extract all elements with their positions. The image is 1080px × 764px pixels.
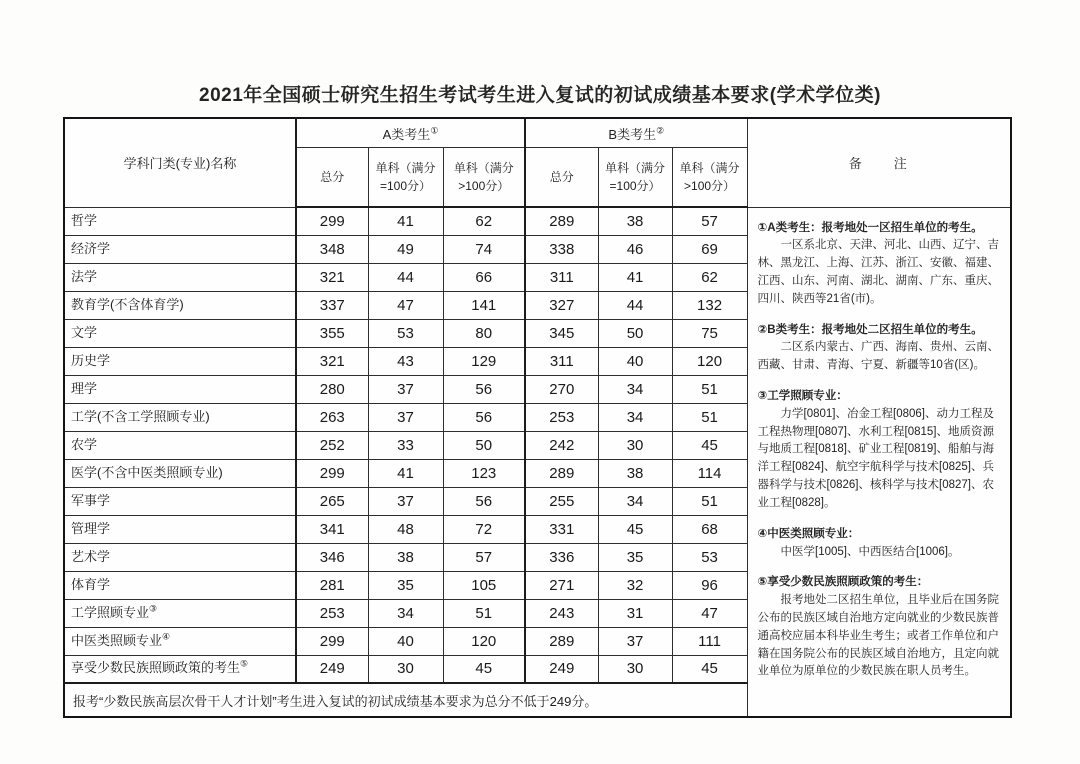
score-b-single100: 34	[598, 375, 672, 403]
score-b-single100: 38	[598, 459, 672, 487]
score-b-total: 289	[525, 627, 598, 655]
score-a-single-over100: 51	[443, 599, 525, 627]
column-header-b-single100: 单科（满分=100分）	[598, 148, 672, 208]
score-b-single100: 41	[598, 263, 672, 291]
score-a-single100: 37	[368, 375, 443, 403]
footer-note: 报考“少数民族高层次骨干人才计划”考生进入复试的初试成绩基本要求为总分不低于249分。	[64, 683, 747, 717]
column-header-a-total: 总分	[296, 148, 368, 208]
score-a-single100: 33	[368, 431, 443, 459]
subject-name: 医学(不含中医类照顾专业)	[71, 464, 223, 480]
score-b-total: 270	[525, 375, 598, 403]
subject-name: 经济学	[71, 240, 111, 256]
score-a-total: 348	[296, 235, 368, 263]
score-a-single100: 35	[368, 571, 443, 599]
score-b-total: 336	[525, 543, 598, 571]
score-a-total: 321	[296, 263, 368, 291]
score-a-total: 346	[296, 543, 368, 571]
subject-name-cell	[64, 487, 296, 515]
score-b-single-over100: 75	[672, 319, 747, 347]
score-a-single-over100: 56	[443, 487, 525, 515]
remark-block	[758, 574, 1002, 681]
score-b-total: 311	[525, 263, 598, 291]
subject-name-cell	[64, 571, 296, 599]
score-b-total: 271	[525, 571, 598, 599]
score-a-total: 265	[296, 487, 368, 515]
remark-block	[758, 526, 1002, 562]
column-header-a-single-over100: 单科（满分>100分）	[443, 148, 525, 208]
column-group-a	[296, 118, 525, 148]
score-a-single100: 53	[368, 319, 443, 347]
score-a-total: 341	[296, 515, 368, 543]
score-a-single100: 41	[368, 459, 443, 487]
subject-name: 文学	[71, 324, 98, 340]
score-a-total: 253	[296, 599, 368, 627]
score-a-single-over100: 80	[443, 319, 525, 347]
score-b-total: 327	[525, 291, 598, 319]
score-table	[63, 117, 1012, 718]
score-b-single100: 50	[598, 319, 672, 347]
score-a-single-over100: 62	[443, 207, 525, 235]
subject-name: 工学照顾专业	[71, 604, 150, 620]
subject-name-cell	[64, 319, 296, 347]
score-a-single100: 40	[368, 627, 443, 655]
subject-name-cell	[64, 403, 296, 431]
score-a-total: 355	[296, 319, 368, 347]
remark-block	[758, 322, 1002, 375]
subject-name-cell	[64, 459, 296, 487]
remark-text: 中医学[1005]、中西医结合[1006]。	[780, 545, 960, 558]
score-a-single-over100: 50	[443, 431, 525, 459]
table-row	[64, 207, 1011, 235]
score-a-single100: 34	[368, 599, 443, 627]
page-title: 2021年全国硕士研究生招生考试考生进入复试的初试成绩基本要求(学术学位类)	[199, 85, 881, 106]
score-a-total: 280	[296, 375, 368, 403]
score-a-single100: 47	[368, 291, 443, 319]
remark-heading: ①A类考生：报考地处一区招生单位的考生。	[757, 221, 983, 234]
subject-name-cell	[64, 431, 296, 459]
remark-heading: ④中医类照顾专业：	[757, 527, 860, 540]
column-header-b-single-over100: 单科（满分>100分）	[672, 148, 747, 208]
subject-name: 体育学	[71, 576, 111, 592]
score-b-single-over100: 132	[672, 291, 747, 319]
score-b-single100: 40	[598, 347, 672, 375]
score-b-total: 311	[525, 347, 598, 375]
score-b-single-over100: 62	[672, 263, 747, 291]
column-header-b-total: 总分	[525, 148, 598, 208]
score-b-single100: 30	[598, 655, 672, 683]
score-b-total: 253	[525, 403, 598, 431]
score-b-single-over100: 111	[672, 627, 747, 655]
column-group-a-label: A类考生	[382, 126, 431, 142]
table-body	[64, 207, 1011, 717]
subject-name-cell	[64, 599, 296, 627]
score-a-total: 337	[296, 291, 368, 319]
remarks-cell	[747, 207, 1011, 717]
subject-name-cell	[64, 543, 296, 571]
subject-name: 农学	[71, 436, 98, 452]
score-b-single-over100: 51	[672, 403, 747, 431]
column-group-b	[525, 118, 747, 148]
score-b-single100: 44	[598, 291, 672, 319]
score-a-single-over100: 74	[443, 235, 525, 263]
subject-name-cell	[64, 235, 296, 263]
remark-heading: ③工学照顾专业：	[757, 390, 848, 402]
score-b-single-over100: 47	[672, 599, 747, 627]
score-a-single100: 49	[368, 235, 443, 263]
subject-name: 工学(不含工学照顾专业)	[71, 408, 210, 424]
score-b-single-over100: 68	[672, 515, 747, 543]
score-a-single100: 43	[368, 347, 443, 375]
subject-name-cell	[64, 263, 296, 291]
score-a-total: 321	[296, 347, 368, 375]
score-b-single100: 35	[598, 543, 672, 571]
column-header-subject: 学科门类(专业)名称	[64, 118, 296, 207]
score-b-single100: 37	[598, 627, 672, 655]
score-a-single-over100: 45	[443, 655, 525, 683]
remark-heading: ⑤享受少数民族照顾政策的考生：	[757, 576, 929, 589]
score-a-single-over100: 57	[443, 543, 525, 571]
column-group-b-label: B类考生	[608, 126, 657, 142]
score-a-single-over100: 72	[443, 515, 525, 543]
subject-name-cell	[64, 655, 296, 683]
score-a-single-over100: 56	[443, 375, 525, 403]
footnote-mark-a: ①	[430, 125, 439, 136]
score-b-single100: 38	[598, 207, 672, 235]
remark-block	[758, 388, 1002, 513]
column-header-a-single100: 单科（满分=100分）	[368, 148, 443, 208]
footnote-mark-b: ②	[656, 125, 665, 136]
subject-name: 管理学	[71, 520, 111, 536]
subject-name-cell	[64, 375, 296, 403]
subject-name-cell	[64, 515, 296, 543]
score-b-total: 338	[525, 235, 598, 263]
score-b-single-over100: 120	[672, 347, 747, 375]
score-b-total: 289	[525, 459, 598, 487]
subject-name: 享受少数民族照顾政策的考生	[71, 660, 241, 676]
score-b-single-over100: 69	[672, 235, 747, 263]
score-b-total: 243	[525, 599, 598, 627]
score-a-single100: 30	[368, 655, 443, 683]
score-b-single100: 32	[598, 571, 672, 599]
remark-text: 报考地处二区招生单位，且毕业后在国务院公布的民族区域自治地方定向就业的少数民族普通高校应届本科毕业生考生；或者工作单位和户籍在国务院公布的民族区域自治地方，且定向就业单位为原单位的少数民族在职人员考生。	[757, 594, 1000, 678]
subject-footnote-mark: ③	[149, 603, 158, 614]
subject-name-cell	[64, 207, 296, 235]
score-a-total: 252	[296, 431, 368, 459]
score-b-single100: 45	[598, 515, 672, 543]
score-b-total: 255	[525, 487, 598, 515]
score-b-single100: 34	[598, 487, 672, 515]
score-a-single-over100: 56	[443, 403, 525, 431]
score-b-single-over100: 51	[672, 487, 747, 515]
score-a-single100: 48	[368, 515, 443, 543]
score-a-single-over100: 120	[443, 627, 525, 655]
score-a-single100: 37	[368, 403, 443, 431]
score-b-single100: 31	[598, 599, 672, 627]
score-b-total: 289	[525, 207, 598, 235]
score-b-single-over100: 51	[672, 375, 747, 403]
score-b-single-over100: 45	[672, 431, 747, 459]
score-a-total: 299	[296, 459, 368, 487]
score-a-total: 281	[296, 571, 368, 599]
subject-footnote-mark: ⑤	[240, 658, 249, 669]
remark-block	[758, 220, 1002, 309]
score-a-total: 249	[296, 655, 368, 683]
subject-name-cell	[64, 627, 296, 655]
score-b-single-over100: 53	[672, 543, 747, 571]
score-a-single-over100: 123	[443, 459, 525, 487]
subject-name: 教育学(不含体育学)	[71, 296, 184, 312]
score-a-single100: 37	[368, 487, 443, 515]
score-b-total: 249	[525, 655, 598, 683]
column-header-remarks: 备 注	[747, 118, 1011, 207]
score-b-single-over100: 45	[672, 655, 747, 683]
subject-name: 历史学	[71, 352, 111, 368]
score-a-single100: 38	[368, 543, 443, 571]
header-group-row	[64, 118, 1011, 148]
subject-name: 军事学	[71, 492, 111, 508]
subject-name: 理学	[71, 380, 98, 396]
remark-text: 一区系北京、天津、河北、山西、辽宁、吉林、黑龙江、上海、江苏、浙江、安徽、福建、江西、山东、河南、湖北、湖南、广东、重庆、四川、陕西等21省(市)。	[757, 239, 1000, 305]
subject-name: 法学	[71, 268, 98, 284]
subject-name: 中医类照顾专业	[71, 632, 163, 648]
remark-heading: ②B类考生：报考地处二区招生单位的考生。	[757, 323, 983, 336]
score-b-single-over100: 96	[672, 571, 747, 599]
score-b-single-over100: 114	[672, 459, 747, 487]
subject-name-cell	[64, 347, 296, 375]
score-b-single100: 30	[598, 431, 672, 459]
score-b-total: 242	[525, 431, 598, 459]
subject-footnote-mark: ④	[162, 631, 171, 642]
score-b-single100: 34	[598, 403, 672, 431]
subject-name: 艺术学	[71, 548, 111, 564]
score-a-single-over100: 105	[443, 571, 525, 599]
score-a-single100: 44	[368, 263, 443, 291]
score-a-single-over100: 66	[443, 263, 525, 291]
score-b-single-over100: 57	[672, 207, 747, 235]
remark-text: 力学[0801]、冶金工程[0806]、动力工程及工程热物理[0807]、水利工程[0815]、地质资源与地质工程[0818]、矿业工程[0819]、船舶与海洋工程[0824]、航空宇航科学与技术[0825]、兵器科学与技术[0826]、核科学与技术[0827]、农业工程[0828]。	[757, 407, 994, 509]
score-b-total: 331	[525, 515, 598, 543]
subject-name-cell	[64, 291, 296, 319]
score-b-total: 345	[525, 319, 598, 347]
score-a-total: 299	[296, 627, 368, 655]
remark-text: 二区系内蒙古、广西、海南、贵州、云南、西藏、甘肃、青海、宁夏、新疆等10省(区)。	[757, 341, 1000, 372]
score-a-single-over100: 141	[443, 291, 525, 319]
score-a-total: 263	[296, 403, 368, 431]
score-a-single100: 41	[368, 207, 443, 235]
score-b-single100: 46	[598, 235, 672, 263]
score-a-single-over100: 129	[443, 347, 525, 375]
score-a-total: 299	[296, 207, 368, 235]
subject-name: 哲学	[71, 212, 98, 228]
